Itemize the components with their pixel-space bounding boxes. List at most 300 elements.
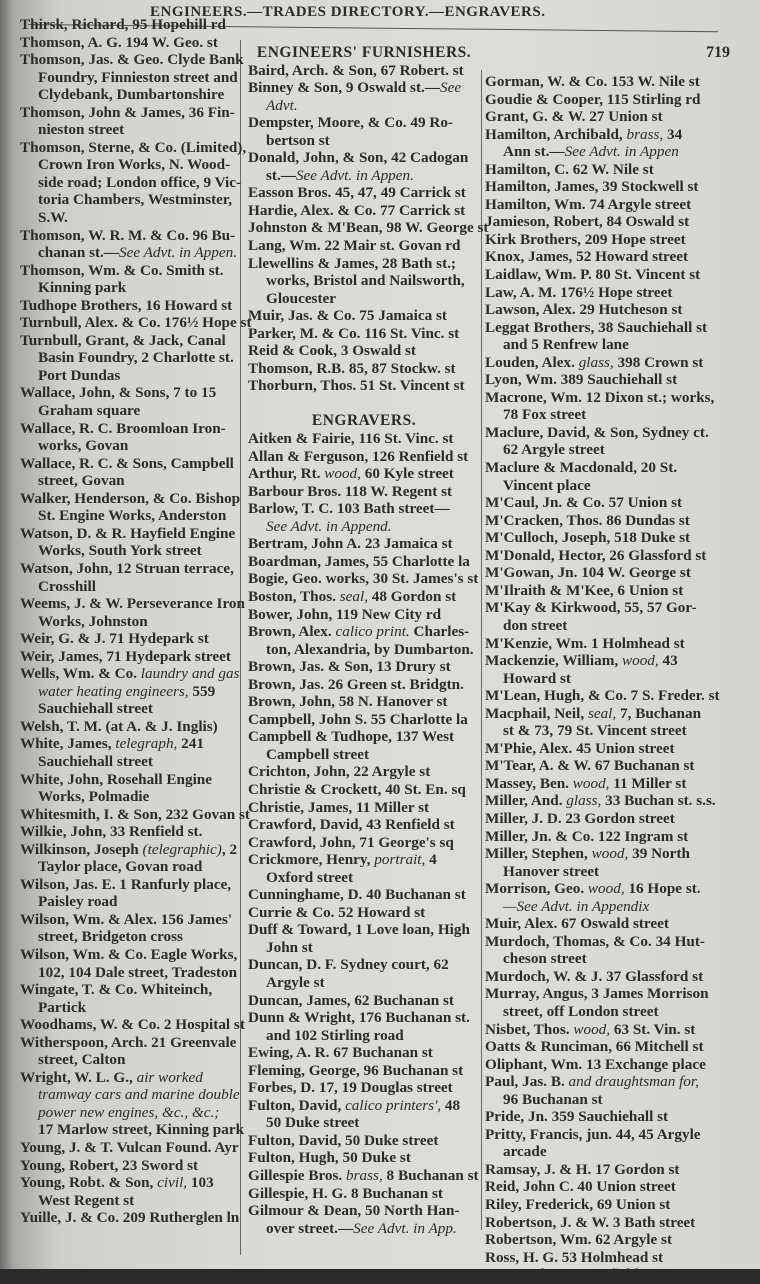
entry-text: Bertram, John A. 23 Jamaica st bbox=[248, 535, 453, 553]
directory-entry-line bbox=[20, 332, 235, 350]
directory-entry-line bbox=[248, 430, 480, 448]
entry-text: M'Caul, Jn. & Co. 57 Union st bbox=[485, 494, 683, 512]
entry-text: Maclure & Macdonald, 20 St. bbox=[485, 459, 678, 477]
directory-entry-line bbox=[248, 97, 480, 115]
directory-entry-line bbox=[20, 578, 235, 596]
entry-text: Thomson, A. G. 194 W. Geo. st bbox=[20, 33, 218, 51]
entry-text: Muir, Jas. & Co. 75 Jamaica st bbox=[248, 307, 447, 325]
directory-entry-line bbox=[248, 1079, 480, 1097]
entry-text: Macphail, Neil, bbox=[485, 704, 588, 722]
directory-entry-line bbox=[20, 121, 235, 139]
directory-entry-line bbox=[248, 781, 480, 799]
directory-entry-line bbox=[485, 196, 747, 214]
directory-entry-line bbox=[248, 1220, 480, 1238]
directory-entry-line bbox=[248, 167, 480, 185]
directory-entry-line bbox=[248, 763, 480, 781]
entry-text: Thomson, Sterne, & Co. (Limited), bbox=[20, 138, 247, 156]
directory-entry-line bbox=[485, 863, 747, 881]
entry-trade-note: See Advt. in App. bbox=[353, 1219, 457, 1237]
entry-text: Nisbet, Thos. bbox=[485, 1020, 574, 1038]
entry-text: Graham square bbox=[38, 402, 141, 420]
entry-text: Parker, M. & Co. 116 St. Vinc. st bbox=[248, 324, 460, 342]
entry-text: Charles- bbox=[409, 623, 470, 641]
entry-trade-note: brass, bbox=[346, 1167, 383, 1184]
entry-text: Thorburn, Thos. 51 St. Vincent st bbox=[248, 377, 465, 395]
directory-entry-line bbox=[20, 437, 235, 455]
entry-text: don street bbox=[503, 616, 568, 634]
entry-text: Tudhope Brothers, 16 Howard st bbox=[20, 296, 233, 314]
directory-entry-line bbox=[20, 173, 242, 192]
entry-text: 102, 104 Dale street, Tradeston bbox=[38, 963, 238, 981]
entry-text: Taylor place, Govan road bbox=[38, 858, 203, 876]
entry-text: Donald, John, & Son, 42 Cadogan bbox=[248, 149, 469, 167]
directory-entry-line bbox=[485, 494, 747, 512]
directory-entry-line bbox=[248, 570, 480, 588]
directory-entry-line bbox=[485, 1126, 747, 1144]
directory-entry-line bbox=[248, 149, 480, 167]
column-divider bbox=[240, 40, 241, 1255]
entry-text: Robertson, Wm. 62 Argyle st bbox=[485, 1231, 673, 1249]
entry-text: 96 Buchanan st bbox=[503, 1090, 603, 1108]
entry-text: and 5 Renfrew lane bbox=[503, 336, 629, 354]
directory-entry-line bbox=[20, 753, 235, 771]
entry-text: 559 bbox=[188, 682, 216, 700]
entry-trade-note: and draughtsman for, bbox=[568, 1073, 699, 1091]
directory-entry-line bbox=[248, 1149, 480, 1167]
directory-entry-line bbox=[20, 1086, 240, 1104]
entry-trade-note: glass, bbox=[578, 353, 614, 371]
entry-text: Wells, Wm. & Co. bbox=[20, 665, 141, 683]
directory-entry-line bbox=[485, 1003, 747, 1021]
entry-text: Thomson, W. R. M. & Co. 96 Bu- bbox=[20, 226, 236, 244]
directory-entry-line bbox=[485, 1056, 747, 1074]
entry-text: M'Ilraith & M'Kee, 6 Union st bbox=[485, 581, 684, 599]
directory-entry-line bbox=[20, 560, 235, 578]
entry-text: Wright, W. L. G., bbox=[20, 1068, 137, 1086]
entry-text: side road; London office, 9 Vic- bbox=[38, 173, 242, 191]
entry-text: Kinning park bbox=[38, 279, 127, 297]
directory-entry-line bbox=[485, 1231, 747, 1249]
directory-entry-line bbox=[248, 851, 480, 869]
directory-entry-line bbox=[20, 156, 235, 174]
directory-entry-line bbox=[248, 921, 480, 939]
entry-text: works, Bristol and Nailsworth, bbox=[266, 272, 465, 290]
entry-trade-note: See Advt. in Append. bbox=[266, 517, 392, 535]
directory-entry-line bbox=[248, 307, 480, 325]
directory-entry-line bbox=[248, 325, 480, 343]
directory-entry-line bbox=[248, 693, 480, 711]
directory-entry-line bbox=[20, 823, 235, 841]
entry-text: Bogie, Geo. works, 30 St. James's st bbox=[248, 570, 479, 588]
entry-text: Reid, John C. 40 Union street bbox=[485, 1178, 676, 1196]
entry-text: M'Culloch, Joseph, 518 Duke st bbox=[485, 529, 691, 547]
entry-text: Fulton, David, 50 Duke street bbox=[248, 1131, 439, 1149]
entry-text: S.W. bbox=[38, 209, 68, 227]
directory-entry-line bbox=[248, 272, 480, 290]
directory-entry-line bbox=[20, 999, 235, 1017]
directory-entry-line bbox=[485, 810, 747, 828]
entry-text: Mackenzie, William, bbox=[485, 652, 622, 670]
entry-text: Brown, Jas. & Son, 13 Drury st bbox=[248, 658, 451, 676]
entry-text: Fleming, George, 96 Buchanan st bbox=[248, 1061, 464, 1079]
directory-entry-line bbox=[248, 992, 480, 1010]
entry-text: chanan st.— bbox=[38, 244, 120, 262]
entry-text: Ewing, A. R. 67 Buchanan st bbox=[248, 1044, 433, 1062]
entry-text: 50 Duke street bbox=[266, 1114, 360, 1132]
directory-entry-line bbox=[20, 138, 247, 157]
entry-text: Weir, G. & J. 71 Hydepark st bbox=[20, 630, 209, 648]
entry-text: Robertson, J. & W. 3 Bath street bbox=[485, 1213, 696, 1231]
directory-entry-line bbox=[20, 1192, 235, 1210]
entry-text: Turnbull, Grant, & Jack, Canal bbox=[20, 331, 226, 349]
entry-text: Wilkinson, Joseph bbox=[20, 840, 143, 858]
entry-trade-note: tramway cars and marine double bbox=[38, 1086, 240, 1104]
entry-text: Wingate, T. & Co. Whiteinch, bbox=[20, 981, 213, 999]
entry-text: Thirsk, Richard, 95 Hopehill rd bbox=[20, 16, 226, 33]
entry-text: M'Phie, Alex. 45 Union street bbox=[485, 739, 675, 757]
directory-entry-line bbox=[20, 349, 235, 367]
entry-text: Morrison, Geo. bbox=[485, 880, 588, 898]
entry-trade-note: wood, bbox=[591, 845, 629, 863]
entry-text: , 2 bbox=[221, 840, 238, 858]
directory-entry-line bbox=[20, 840, 238, 859]
entry-text: Kirk Brothers, 209 Hope street bbox=[485, 230, 686, 248]
directory-entry-line bbox=[485, 933, 747, 951]
entry-text: 103 bbox=[187, 1174, 214, 1192]
directory-entry-line bbox=[248, 1114, 480, 1132]
directory-entry-line bbox=[20, 86, 235, 104]
page-number: 719 bbox=[706, 44, 730, 61]
spacer bbox=[248, 395, 480, 413]
directory-entry-line bbox=[20, 542, 235, 560]
entry-text: street, off London street bbox=[503, 1002, 659, 1020]
entry-text: Muir, Alex. 67 Oswald street bbox=[485, 915, 669, 933]
directory-entry-line bbox=[248, 1097, 480, 1115]
entry-text: Currie & Co. 52 Howard st bbox=[248, 903, 426, 921]
entry-text: Sauchiehall street bbox=[38, 752, 153, 770]
directory-entry-line bbox=[20, 525, 235, 543]
column-divider bbox=[481, 70, 482, 1230]
entry-text: Crown Iron Works, N. Wood- bbox=[38, 156, 231, 174]
entry-trade-note: seal, bbox=[587, 704, 617, 722]
entry-text: Baird, Arch. & Son, 67 Robert. st bbox=[248, 61, 464, 79]
entry-text: Campbell street bbox=[266, 745, 370, 763]
directory-entry-line bbox=[20, 68, 238, 87]
directory-entry-line bbox=[20, 402, 235, 420]
directory-entry-line bbox=[485, 705, 747, 723]
entry-text: Forbes, D. 17, 19 Douglas street bbox=[248, 1079, 453, 1097]
entry-text: Thomson, John & James, 36 Fin- bbox=[20, 103, 235, 121]
entry-text: Witherspoon, Arch. 21 Greenvale bbox=[20, 1033, 237, 1051]
entry-text: 48 Gordon st bbox=[368, 587, 457, 605]
directory-entry-line bbox=[20, 507, 235, 525]
entry-text: Vincent place bbox=[503, 476, 591, 494]
directory-entry-line bbox=[248, 483, 480, 501]
entry-text: Lang, Wm. 22 Mair st. Govan rd bbox=[248, 237, 461, 255]
directory-entry-line bbox=[248, 114, 480, 132]
entry-text: West Regent st bbox=[38, 1191, 135, 1209]
entry-text: Walker, Henderson, & Co. Bishop bbox=[20, 489, 241, 507]
entry-text: Brown, John, 58 N. Hanover st bbox=[248, 693, 448, 711]
entry-text: Jamieson, Robert, 84 Oswald st bbox=[485, 213, 690, 231]
entry-text: Hanover street bbox=[503, 862, 600, 880]
entry-text: 43 bbox=[658, 652, 678, 670]
entry-text: Gloucester bbox=[266, 289, 337, 307]
directory-entry-line bbox=[485, 599, 747, 617]
directory-entry-line bbox=[485, 828, 747, 846]
directory-entry-line bbox=[20, 104, 235, 122]
directory-entry-line bbox=[485, 564, 747, 582]
entry-text: Basin Foundry, 2 Charlotte st. bbox=[38, 349, 234, 367]
entry-text: Weems, J. & W. Perseverance Iron bbox=[20, 595, 245, 613]
directory-entry-line bbox=[20, 788, 235, 806]
directory-entry-line bbox=[20, 297, 235, 315]
entry-text: Pritty, Francis, jun. 44, 45 Argyle bbox=[485, 1125, 701, 1143]
entry-text: Campbell, John S. 55 Charlotte la bbox=[248, 710, 468, 728]
entry-text: Campbell & Tudhope, 137 West bbox=[248, 728, 455, 746]
entry-text: bertson st bbox=[266, 131, 330, 149]
entry-text: Fulton, David, bbox=[248, 1096, 346, 1114]
entry-text: Wallace, R. C. Broomloan Iron- bbox=[20, 419, 226, 437]
directory-entry-line bbox=[20, 613, 235, 631]
entry-text: M'Donald, Hector, 26 Glassford st bbox=[485, 546, 707, 564]
entry-text: M'Tear, A. & W. 67 Buchanan st bbox=[485, 757, 695, 775]
entry-text: St. Engine Works, Anderston bbox=[38, 507, 227, 525]
entry-text: Gillespie, H. G. 8 Buchanan st bbox=[248, 1184, 443, 1202]
directory-entry-line bbox=[485, 1091, 747, 1109]
entry-text: st & 73, 79 St. Vincent street bbox=[503, 722, 687, 740]
directory-entry-line bbox=[485, 792, 747, 810]
directory-entry-line bbox=[20, 1069, 235, 1087]
directory-entry-line bbox=[20, 16, 235, 34]
entry-text: Watson, John, 12 Struan terrace, bbox=[20, 559, 234, 577]
entry-trade-note: power new engines, &c., &c.; bbox=[38, 1103, 220, 1121]
directory-entry-line bbox=[485, 1038, 747, 1056]
directory-entry-line bbox=[485, 248, 747, 266]
entry-text: Hardie, Alex. & Co. 77 Carrick st bbox=[248, 201, 466, 219]
entry-text: ENGRAVERS. bbox=[311, 412, 417, 430]
entry-text: Turnbull, Alex. & Co. 176½ Hope st bbox=[20, 314, 252, 332]
entry-text: st.— bbox=[266, 166, 296, 184]
entry-text: Paisley road bbox=[38, 893, 118, 911]
directory-entry-line bbox=[248, 1167, 480, 1185]
directory-entry-line bbox=[248, 641, 480, 659]
entry-text: Brown, Jas. 26 Green st. Bridgtn. bbox=[248, 675, 464, 693]
entry-text: Christie & Crockett, 40 St. En. sq bbox=[248, 780, 466, 798]
entry-text: Louden, Alex. bbox=[485, 353, 579, 371]
entry-text: Thomson, R.B. 85, 87 Stockw. st bbox=[248, 359, 456, 377]
entry-trade-note: wood, bbox=[621, 652, 659, 670]
entry-text: Works, Polmadie bbox=[38, 788, 150, 806]
entry-text: Macrone, Wm. 12 Dixon st.; works, bbox=[485, 388, 715, 406]
right-column-entries bbox=[485, 73, 747, 1284]
directory-entry-line bbox=[485, 512, 747, 530]
directory-entry-line bbox=[485, 845, 747, 863]
directory-entry-line bbox=[248, 676, 480, 694]
directory-entry-line bbox=[20, 928, 235, 946]
directory-entry-line bbox=[248, 202, 480, 220]
entry-text: Gillespie Bros. bbox=[248, 1167, 347, 1184]
entry-text: White, John, Rosehall Engine bbox=[20, 770, 212, 788]
entry-text: Oliphant, Wm. 13 Exchange place bbox=[485, 1055, 706, 1073]
entry-text: and 102 Stirling road bbox=[266, 1026, 404, 1044]
directory-entry-line bbox=[20, 34, 235, 52]
entry-text: Woodhams, W. & Co. 2 Hospital st bbox=[20, 1016, 245, 1034]
entry-text: Paul, Jas. B. bbox=[485, 1073, 569, 1091]
entry-text: M'Gowan, Jn. 104 W. George st bbox=[485, 564, 691, 582]
directory-entry-line bbox=[248, 711, 480, 729]
entry-trade-note: seal, bbox=[339, 587, 368, 605]
directory-entry-line bbox=[248, 1202, 480, 1220]
directory-entry-line bbox=[485, 406, 747, 424]
directory-entry-line bbox=[485, 459, 747, 477]
directory-entry-line bbox=[20, 718, 235, 736]
directory-entry-line bbox=[20, 771, 235, 789]
middle-column-entries bbox=[248, 44, 489, 1237]
entry-text: Ramsay, J. & H. 17 Gordon st bbox=[485, 1160, 680, 1178]
entry-text: Wilson, Jas. E. 1 Ranfurly place, bbox=[20, 875, 232, 893]
entry-text: Scott, John, 33 Renfield st bbox=[485, 1266, 654, 1284]
directory-entry-line bbox=[485, 178, 747, 196]
entry-text: M'Cracken, Thos. 86 Dundas st bbox=[485, 511, 690, 529]
entry-trade-note: See Advt. in Appen bbox=[564, 143, 679, 161]
entry-text: Fulton, Hugh, 50 Duke st bbox=[248, 1149, 411, 1167]
directory-entry-line bbox=[248, 606, 480, 624]
entry-text: 78 Fox street bbox=[503, 406, 587, 424]
entry-text: Crawford, David, 43 Renfield st bbox=[248, 816, 455, 834]
directory-entry-line bbox=[485, 529, 747, 547]
entry-text: Crawford, John, 71 George's sq bbox=[248, 833, 454, 851]
directory-entry-line bbox=[20, 367, 235, 385]
directory-entry-line bbox=[485, 441, 747, 459]
directory-entry-line bbox=[485, 617, 747, 635]
directory-entry-line bbox=[248, 290, 480, 308]
entry-text: White, James, bbox=[20, 735, 116, 753]
entry-text: 11 Miller st bbox=[609, 774, 687, 792]
entry-text: ENGINEERS' FURNISHERS. bbox=[256, 44, 472, 61]
entry-text: Gilmour & Dean, 50 North Han- bbox=[248, 1202, 460, 1220]
directory-entry-line bbox=[248, 939, 480, 957]
entry-text: Pride, Jn. 359 Sauchiehall st bbox=[485, 1108, 669, 1126]
entry-text: Wilson, Wm. & Co. Eagle Works, bbox=[20, 945, 238, 963]
entry-text: Knox, James, 52 Howard street bbox=[485, 248, 689, 266]
directory-entry-line bbox=[20, 51, 244, 69]
entry-text: Young, Robert, 23 Sword st bbox=[20, 1156, 199, 1174]
directory-entry-line bbox=[248, 869, 480, 887]
directory-entry-line bbox=[485, 91, 747, 109]
directory-entry-line bbox=[485, 477, 747, 495]
entry-text: Yuille, J. & Co. 209 Rutherglen ln bbox=[20, 1209, 240, 1227]
directory-entry-line bbox=[485, 757, 747, 775]
directory-entry-line bbox=[20, 858, 235, 876]
directory-entry-line bbox=[485, 1108, 747, 1126]
directory-entry-line bbox=[248, 658, 480, 676]
directory-entry-line bbox=[20, 384, 235, 402]
entry-trade-note: See Advt. in Appen. bbox=[295, 166, 414, 184]
entry-text: Oatts & Runciman, 66 Mitchell st bbox=[485, 1038, 704, 1056]
entry-text: Thomson, Jas. & Geo. Clyde Bank bbox=[20, 51, 244, 69]
left-column-entries bbox=[20, 16, 252, 1227]
directory-entry-line bbox=[485, 652, 747, 670]
directory-entry-line bbox=[485, 1143, 747, 1161]
directory-entry-line bbox=[485, 635, 747, 653]
directory-entry-line bbox=[248, 377, 480, 395]
entry-text: Works, Johnston bbox=[38, 612, 148, 630]
entry-text: 63 St. Vin. st bbox=[610, 1020, 696, 1038]
directory-entry-line bbox=[485, 740, 747, 758]
entry-text: Miller, And. bbox=[485, 792, 567, 810]
entry-text: Leggat Brothers, 38 Sauchiehall st bbox=[485, 318, 708, 336]
directory-entry-line bbox=[20, 630, 235, 648]
entry-text: 8 Buchanan st bbox=[382, 1167, 479, 1184]
entry-text: Port Dundas bbox=[38, 366, 121, 384]
entry-text: Riley, Frederick, 69 Union st bbox=[485, 1196, 671, 1213]
directory-entry-line bbox=[485, 1249, 747, 1267]
directory-entry-line bbox=[485, 161, 747, 179]
entry-text: street, Bridgeton cross bbox=[38, 928, 183, 946]
entry-trade-note: calico print. bbox=[335, 623, 410, 641]
entry-trade-note: brass, bbox=[626, 125, 664, 143]
entry-text: Hamilton, C. 62 W. Nile st bbox=[485, 160, 654, 178]
directory-entry-line bbox=[20, 683, 235, 701]
directory-entry-line bbox=[20, 472, 235, 490]
entry-text: arcade bbox=[503, 1143, 547, 1161]
directory-entry-line bbox=[248, 623, 480, 641]
entry-text: Grant, G. & W. 27 Union st bbox=[485, 108, 663, 126]
entry-trade-note: glass, bbox=[566, 792, 602, 810]
entry-text: 17 Marlow street, Kinning park bbox=[38, 1121, 245, 1139]
directory-entry-line bbox=[20, 191, 235, 209]
directory-entry-line bbox=[485, 266, 747, 284]
entry-text: Howard st bbox=[503, 669, 571, 687]
entry-trade-note: telegraph, bbox=[115, 735, 178, 753]
entry-text: Young, Robt. & Son, bbox=[20, 1174, 158, 1192]
section-heading bbox=[248, 412, 480, 430]
directory-entry-line bbox=[248, 360, 480, 378]
directory-entry-line bbox=[248, 1027, 480, 1045]
entry-text: M'Lean, Hugh, & Co. 7 S. Freder. st bbox=[485, 687, 720, 705]
directory-entry-line bbox=[485, 898, 747, 916]
entry-text: Allan & Ferguson, 126 Renfield st bbox=[248, 447, 469, 465]
directory-entry-line bbox=[485, 670, 747, 688]
entry-text: Goudie & Cooper, 115 Stirling rd bbox=[485, 90, 701, 108]
entry-trade-note: water heating engineers, bbox=[38, 682, 189, 700]
entry-text: street, Calton bbox=[38, 1051, 126, 1069]
entry-text: Llewellins & James, 28 Bath st.; bbox=[248, 254, 456, 272]
directory-entry-line bbox=[20, 1051, 235, 1069]
directory-entry-line bbox=[20, 314, 252, 332]
entry-text: Massey, Ben. bbox=[485, 774, 573, 792]
directory-entry-line bbox=[485, 775, 747, 793]
directory-entry-line bbox=[20, 981, 235, 999]
entry-text: Binney & Son, 9 Oswald st.— bbox=[248, 79, 440, 97]
entry-text: Ann st.— bbox=[503, 143, 565, 161]
entry-text: street, Govan bbox=[38, 472, 125, 490]
entry-trade-note: laundry and gas bbox=[140, 665, 240, 683]
entry-text: Johnston & M'Bean, 98 W. George st bbox=[248, 219, 489, 237]
directory-entry-line bbox=[20, 1121, 245, 1139]
entry-text: Whitesmith, I. & Son, 232 Govan st bbox=[20, 805, 250, 823]
directory-entry-line bbox=[485, 389, 747, 407]
directory-entry-line bbox=[20, 1174, 235, 1192]
entry-trade-note: civil, bbox=[157, 1174, 188, 1192]
directory-entry-line bbox=[248, 255, 480, 273]
entry-trade-note: wood, bbox=[573, 1020, 611, 1038]
directory-entry-line bbox=[20, 455, 235, 473]
entry-trade-note: air worked bbox=[136, 1068, 203, 1086]
entry-text: Lyon, Wm. 389 Sauchiehall st bbox=[485, 371, 678, 389]
directory-entry-line bbox=[20, 1209, 240, 1227]
